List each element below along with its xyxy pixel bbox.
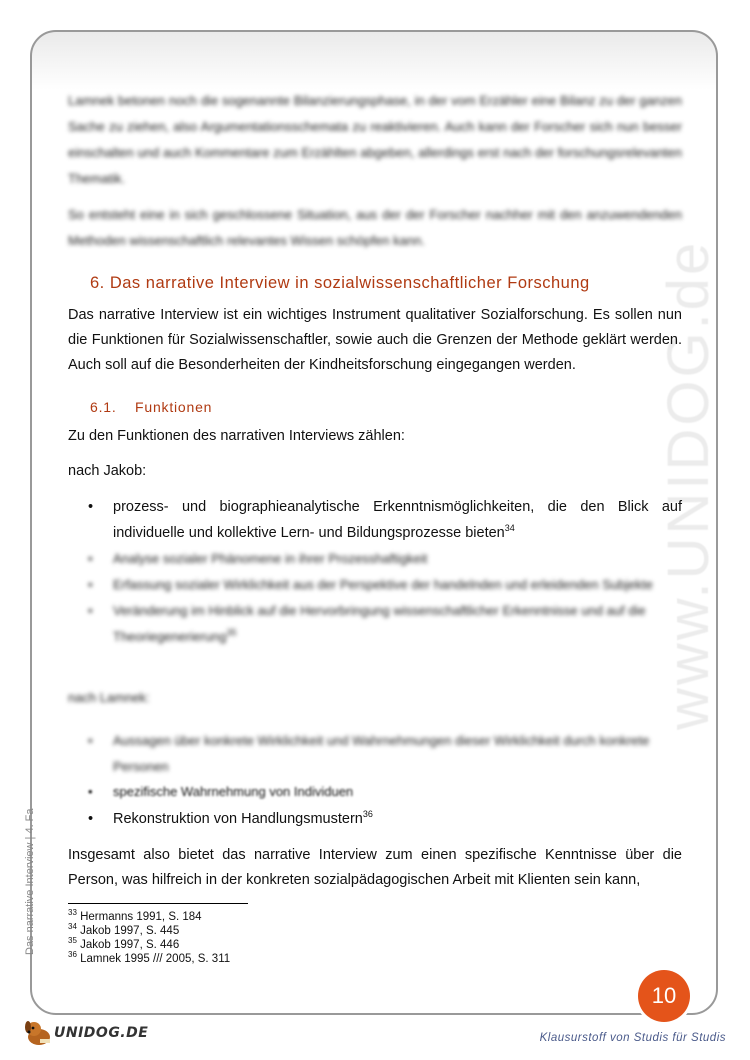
list-item-text: Aussagen über konkrete Wirklichkeit und Wahrnehmungen dieser Wirklichkeit durch konkrete Personen [113,733,650,774]
footnote-ref: 34 [504,523,515,534]
lamnek-label: nach Lamnek: [68,690,150,705]
logo-text: UNIDOG.DE [54,1025,149,1041]
dog-icon [22,1015,56,1049]
footnote-divider [68,903,248,904]
list-item-text: Erfassung sozialer Wirklichkeit aus der Perspektive der handelnden und erleidenden Subjekte [113,577,653,592]
list-item [68,781,682,803]
list-item-text: Analyse sozialer Phänomene in ihrer Prozesshaftigkeit [113,551,428,566]
lamnek-list-partial [68,781,682,803]
subsection-title: Funktionen [135,399,213,415]
section-heading: 6. Das narrative Interview in sozialwissenschaftlicher Forschung [90,274,590,292]
list-item-text: spezifische Wahrnehmung von Individuen [113,784,354,799]
bullet-icon: • [88,733,93,748]
bullet-icon: • [88,811,94,827]
list-item-text: prozess- und biographieanalytische Erkenntnismöglichkeiten, die den Blick auf individuelle und kollektive Lern- und Bildungsprozesse bieten [113,499,682,541]
footnote-text: Jakob 1997, S. 446 [80,939,180,951]
footnote-number: 33 [68,908,77,918]
list-item [68,546,682,572]
bullet-icon: • [88,784,93,799]
lamnek-list-blurred [68,728,682,780]
jakob-list [68,494,682,546]
list-item-text: Veränderung im Hinblick auf die Hervorbringung wissenschaftlicher Erkenntnisse und auf die Theoriegenerierung [113,603,646,644]
page-number-badge: 10 [638,970,690,1022]
footnote [68,938,230,952]
footnote-text: Jakob 1997, S. 445 [80,925,180,937]
side-caption-text: Das narrative Interview | 4. Fa [24,808,36,955]
list-item [68,728,682,780]
functions-lead: Zu den Funktionen des narrativen Interviews zählen: [68,428,405,444]
bullet-icon: • [88,577,93,592]
footnote [68,952,230,966]
list-item [68,598,682,650]
footnote [68,910,230,924]
footnote-text: Hermanns 1991, S. 184 [80,911,202,923]
footnote-ref: 35 [226,627,237,638]
bullet-icon: • [88,499,94,515]
footnote-number: 35 [68,936,77,946]
subsection-heading [90,399,490,415]
subsection-number: 6.1. [90,399,117,415]
summary-paragraph: Insgesamt also bietet das narrative Interview zum einen spezifische Kenntnisse über die Person, was hilfreich in der konkreten sozialpädagogischen Arbeit mit Klienten sein kann, [68,847,682,888]
blurred-paragraph: So entsteht eine in sich geschlossene Situation, aus der der Forscher nachher mit den anzuwendenden Methoden wissenschaftlich relevantes Wissen schöpfen kann. [68,207,682,248]
footnotes [68,910,230,966]
side-caption [24,808,36,955]
watermark: www.UNIDOG.de [656,239,721,730]
footnote-number: 36 [68,950,77,960]
blurred-paragraph: Lamnek betonen noch die sogenannte Bilanzierungsphase, in der vom Erzähler eine Bilanz zu der ganzen Sache zu ziehen, also Argumentationsschemata zu reaktivieren. Auch kann der Forscher sich nun besser einschalten und auch Kommentare zum Erzählten abgeben, allerdings erst nach der forschungsrelevanten Thematik. [68,93,682,186]
bullet-icon: • [88,551,93,566]
footnote-text: Lamnek 1995 /// 2005, S. 311 [80,953,231,965]
footnote-ref: 36 [362,809,373,820]
list-item [68,572,682,598]
list-item [68,494,682,546]
bullet-icon: • [88,603,93,618]
list-item-text: Rekonstruktion von Handlungsmustern [113,811,363,827]
footnote-number: 34 [68,922,77,932]
jakob-label: nach Jakob: [68,463,147,479]
section-intro-paragraph: Das narrative Interview ist ein wichtiges Instrument qualitativer Sozialforschung. Es sollen nun die Funktionen für Sozialwissenschaftler, sowie auch die Grenzen der Methode geklärt werden. Auch soll auf die Besonderheiten der Kindheitsforschung eingegangen werden. [68,307,682,373]
unidog-logo [22,1015,162,1049]
lamnek-list [68,806,682,832]
blurred-intro [68,88,682,264]
footnote [68,924,230,938]
footer-tagline: Klausurstoff von Studis für Studis [539,1032,726,1044]
jakob-list-blurred [68,546,682,650]
list-item [68,806,682,832]
